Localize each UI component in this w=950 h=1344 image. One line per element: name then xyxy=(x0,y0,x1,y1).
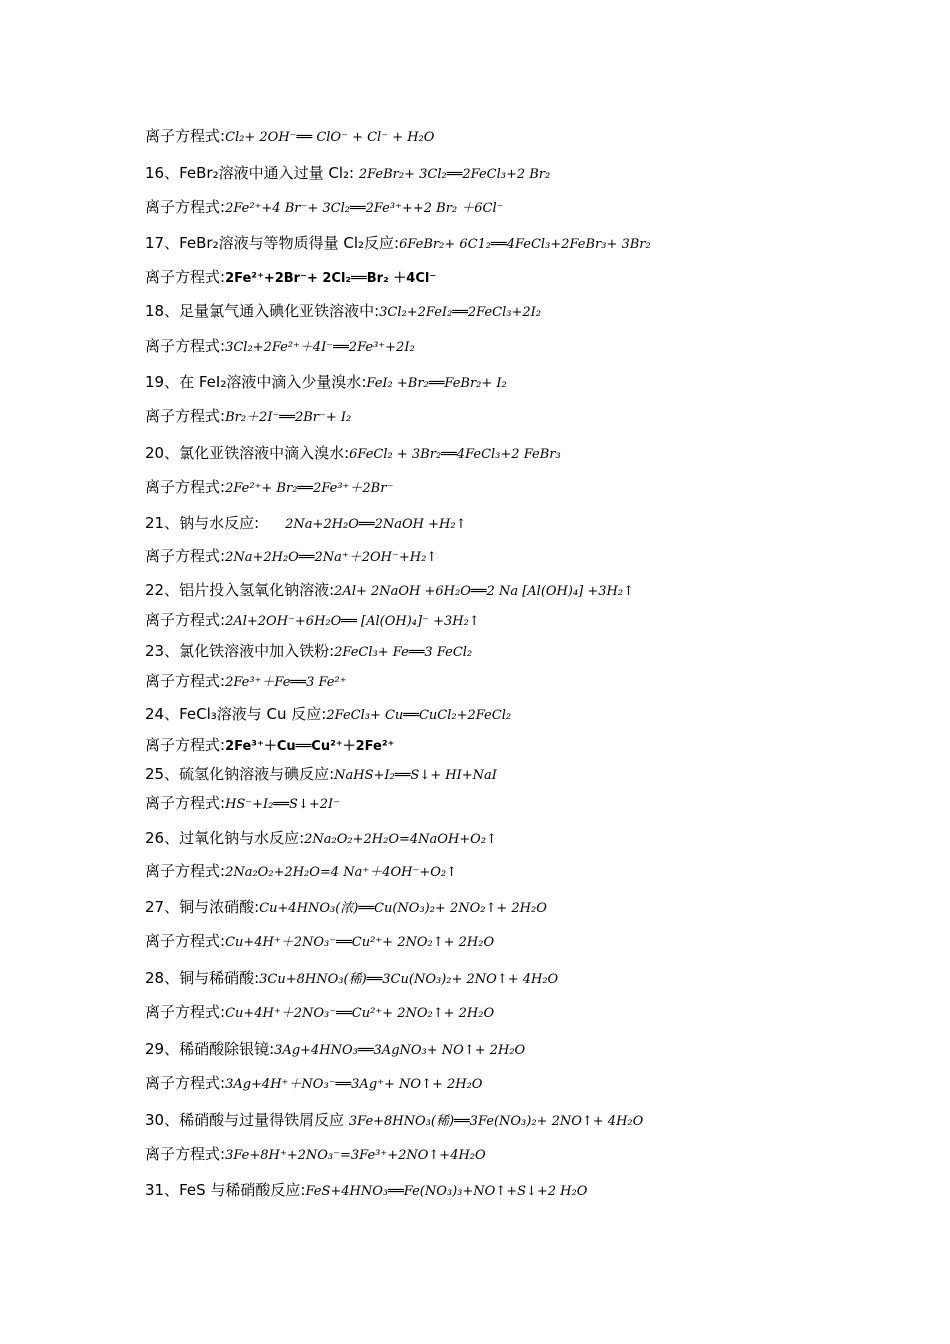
chemical-equation: 2Fe²⁺+ Br₂══2Fe³⁺＋2Br⁻ xyxy=(225,481,394,496)
chemical-equation: Cu+4HNO₃(浓)══Cu(NO₃)₂+ 2NO₂↑+ 2H₂O xyxy=(259,901,547,916)
chemical-equation: 2Na₂O₂+2H₂O=4 Na⁺＋4OH⁻+O₂↑ xyxy=(225,865,457,880)
equation-line xyxy=(145,1180,925,1202)
equation-line xyxy=(145,735,925,757)
equation-label: 离子方程式: xyxy=(145,337,226,355)
equation-label: 18、足量氯气通入碘化亚铁溶液中: xyxy=(145,302,380,320)
equation-line xyxy=(145,828,925,850)
chemical-equation: Cu+4H⁺＋2NO₃⁻══Cu²⁺+ 2NO₂↑+ 2H₂O xyxy=(225,1006,495,1021)
equation-label: 24、FeCl₃溶液与 Cu 反应: xyxy=(145,705,327,723)
equation-line xyxy=(145,163,925,185)
equation-label: 离子方程式: xyxy=(145,198,226,216)
chemical-equation: 3Fe+8HNO₃(稀)══3Fe(NO₃)₂+ 2NO↑+ 4H₂O xyxy=(348,1114,644,1129)
chemical-equation: 2Fe³⁺＋Fe══3 Fe²⁺ xyxy=(225,675,347,690)
equation-line xyxy=(145,126,925,148)
equation-label: 离子方程式: xyxy=(145,407,226,425)
equation-line xyxy=(145,301,925,323)
equation-line xyxy=(145,406,925,428)
equation-line xyxy=(145,1144,925,1166)
chemical-equation: 3Cu+8HNO₃(稀)══3Cu(NO₃)₂+ 2NO↑+ 4H₂O xyxy=(259,972,559,987)
chemical-equation: Cu+4H⁺＋2NO₃⁻══Cu²⁺+ 2NO₂↑+ 2H₂O xyxy=(225,935,495,950)
chemical-equation: FeI₂ +Br₂══FeBr₂+ I₂ xyxy=(366,376,507,391)
equation-label: 27、铜与浓硝酸: xyxy=(145,898,260,916)
chemical-equation: FeS+4HNO₃══Fe(NO₃)₃+NO↑+S↓+2 H₂O xyxy=(305,1184,588,1199)
equation-line xyxy=(145,267,925,289)
equation-label: 19、在 FeI₂溶液中滴入少量溴水: xyxy=(145,373,367,391)
equation-label: 17、FeBr₂溶液与等物质得量 Cl₂反应: xyxy=(145,234,400,252)
chemical-equation: 2Al+ 2NaOH +6H₂O══2 Na [Al(OH)₄] +3H₂↑ xyxy=(334,584,634,599)
equation-line xyxy=(145,546,925,568)
equation-line xyxy=(145,897,925,919)
chemical-equation: 3Cl₂+2Fe²⁺＋4I⁻══2Fe³⁺+2I₂ xyxy=(225,340,415,355)
chemical-equation: 2Fe²⁺+2Br⁻+ 2Cl₂══Br₂ ＋4Cl⁻ xyxy=(225,271,437,286)
equation-label: 离子方程式: xyxy=(145,1074,226,1092)
chemical-equation: 2FeCl₃+ Fe══3 FeCl₂ xyxy=(334,645,473,660)
equation-line xyxy=(145,641,925,663)
equation-line xyxy=(145,197,925,219)
equation-label: 离子方程式: xyxy=(145,1145,226,1163)
equation-label: 离子方程式: xyxy=(145,736,226,754)
chemical-equation: NaHS+I₂══S↓+ HI+NaI xyxy=(334,768,497,783)
chemical-equation: 3Ag+4HNO₃══3AgNO₃+ NO↑+ 2H₂O xyxy=(274,1043,526,1058)
equation-label: 30、稀硝酸与过量得铁屑反应 xyxy=(145,1111,349,1129)
equation-line xyxy=(145,1110,925,1132)
equation-line xyxy=(145,1073,925,1095)
equation-label: 29、稀硝酸除银镜: xyxy=(145,1040,275,1058)
equation-label: 23、氯化铁溶液中加入铁粉: xyxy=(145,642,335,660)
equation-label: 离子方程式: xyxy=(145,268,226,286)
equation-label: 21、钠与水反应: xyxy=(145,514,260,532)
equation-line xyxy=(145,610,925,632)
equation-label: 26、过氧化钠与水反应: xyxy=(145,829,305,847)
equation-label: 31、FeS 与稀硝酸反应: xyxy=(145,1181,306,1199)
equation-line xyxy=(145,336,925,358)
chemical-equation: Br₂＋2I⁻══2Br⁻+ I₂ xyxy=(225,410,352,425)
chemical-equation: 2Na₂O₂+2H₂O=4NaOH+O₂↑ xyxy=(304,832,497,847)
equation-line xyxy=(145,861,925,883)
chemical-equation: 2Fe²⁺+4 Br⁻+ 3Cl₂══2Fe³⁺++2 Br₂ ＋6Cl⁻ xyxy=(225,201,504,216)
equation-line xyxy=(145,793,925,815)
chemical-equation: 3Ag+4H⁺＋NO₃⁻══3Ag⁺+ NO↑+ 2H₂O xyxy=(225,1077,483,1092)
chemical-equation: 2FeCl₃+ Cu══CuCl₂+2FeCl₂ xyxy=(326,708,512,723)
equation-line xyxy=(145,233,925,255)
equation-label: 离子方程式: xyxy=(145,127,226,145)
equation-label: 离子方程式: xyxy=(145,932,226,950)
equation-line xyxy=(145,968,925,990)
equation-line xyxy=(145,764,925,786)
equation-label: 离子方程式: xyxy=(145,672,226,690)
equation-line xyxy=(145,580,925,602)
equation-line xyxy=(145,477,925,499)
chemical-equation: 3Cl₂+2FeI₂══2FeCl₃+2I₂ xyxy=(379,305,542,320)
equation-line xyxy=(145,1002,925,1024)
equation-label: 25、硫氢化钠溶液与碘反应: xyxy=(145,765,335,783)
equation-label: 28、铜与稀硝酸: xyxy=(145,969,260,987)
equation-label: 20、氯化亚铁溶液中滴入溴水: xyxy=(145,444,350,462)
equation-line xyxy=(145,671,925,693)
equation-line xyxy=(145,443,925,465)
equation-label: 16、FeBr₂溶液中通入过量 Cl₂: xyxy=(145,164,359,182)
equation-line xyxy=(145,513,925,535)
equation-label: 离子方程式: xyxy=(145,547,226,565)
equation-label: 离子方程式: xyxy=(145,862,226,880)
chemical-equation: 6FeCl₂ + 3Br₂══4FeCl₃+2 FeBr₃ xyxy=(349,447,561,462)
equation-label: 离子方程式: xyxy=(145,1003,226,1021)
equation-label: 离子方程式: xyxy=(145,794,226,812)
equation-label: 离子方程式: xyxy=(145,611,226,629)
equation-label: 22、铝片投入氢氧化钠溶液: xyxy=(145,581,335,599)
chemical-equation: 3Fe+8H⁺+2NO₃⁻=3Fe³⁺+2NO↑+4H₂O xyxy=(225,1148,486,1163)
chemical-equation: 2Na+2H₂O══2Na⁺＋2OH⁻+H₂↑ xyxy=(225,550,438,565)
equation-label: 离子方程式: xyxy=(145,478,226,496)
equation-line xyxy=(145,931,925,953)
equation-line xyxy=(145,1039,925,1061)
chemical-equation: HS⁻+I₂══S↓+2I⁻ xyxy=(225,797,341,812)
chemical-equation: 2Al+2OH⁻+6H₂O══ [Al(OH)₄]⁻ +3H₂↑ xyxy=(225,614,480,629)
chemical-equation: 2Na+2H₂O══2NaOH +H₂↑ xyxy=(259,517,467,532)
chemical-equation: 2FeBr₂+ 3Cl₂══2FeCl₃+2 Br₂ xyxy=(358,167,551,182)
equation-line xyxy=(145,704,925,726)
chemical-equation: Cl₂+ 2OH⁻══ ClO⁻ + Cl⁻ + H₂O xyxy=(225,130,435,145)
chemical-equation: 2Fe³⁺＋Cu══Cu²⁺＋2Fe²⁺ xyxy=(225,739,395,754)
equation-line xyxy=(145,372,925,394)
chemical-equation: 6FeBr₂+ 6C1₂══4FeCl₃+2FeBr₃+ 3Br₂ xyxy=(399,237,651,252)
